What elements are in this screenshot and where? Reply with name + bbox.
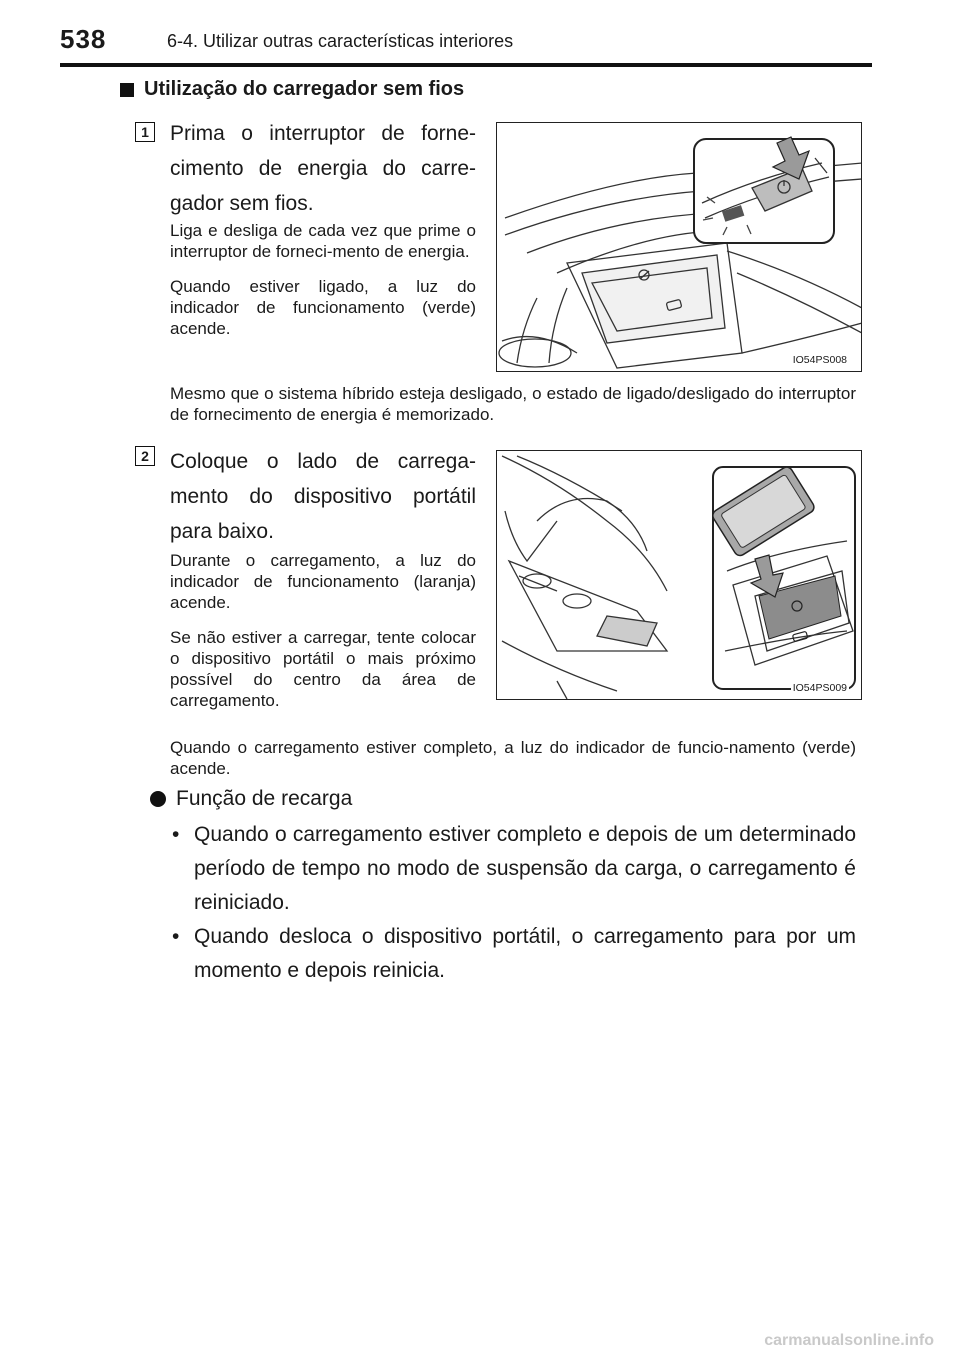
step-1-badge: 1 (135, 122, 155, 142)
recharge-heading-text: Função de recarga (176, 787, 353, 810)
square-bullet-icon (120, 83, 134, 97)
figure-charger-switch (496, 122, 862, 372)
step-2-badge: 2 (135, 446, 155, 466)
step-2-notes (170, 550, 476, 711)
step-1-note-1: Liga e desliga de cada vez que prime o interruptor de forneci-mento de energia. (170, 221, 476, 261)
step-1-instruction: Prima o interruptor de forne-cimento de energia do carre-gador sem fios. (170, 122, 476, 215)
section-title (120, 78, 464, 101)
figure-2-id: IO54PS009 (792, 682, 847, 694)
watermark: carmanualsonline.info (764, 1332, 934, 1349)
header-rule (60, 63, 872, 67)
console-switch-illustration (497, 123, 862, 372)
recharge-item-2-bullet: • (172, 925, 180, 948)
recharge-item-1-bullet: • (172, 823, 180, 846)
page-number: 538 (60, 24, 107, 54)
chapter-title: 6-4. Utilizar outras características interiores (167, 31, 514, 51)
step-1-note-2: Quando estiver ligado, a luz do indicador de funcionamento (verde) acende. (170, 277, 476, 338)
step-2-note-2: Se não estiver a carregar, tente colocar o dispositivo portátil o mais próximo possível do centro da área de carregamento. (170, 628, 476, 710)
step-2-instruction: Coloque o lado de carrega-mento do dispositivo portátil para baixo. (170, 450, 476, 543)
recharge-item-2-text: Quando desloca o dispositivo portátil, o carregamento para por um momento e depois reinicia. (194, 925, 856, 982)
recharge-heading (150, 787, 352, 811)
console-phone-illustration (497, 451, 862, 700)
recharge-item-2 (172, 920, 856, 988)
section-title-text: Utilização do carregador sem fios (144, 78, 465, 100)
recharge-item-1 (172, 818, 856, 920)
round-bullet-icon (150, 791, 166, 807)
recharge-item-1-text: Quando o carregamento estiver completo e depois de um determinado período de tempo no modo de suspensão da carga, o carregamento é reiniciado. (194, 823, 856, 914)
figure-device-placement (496, 450, 862, 700)
figure-1-id: IO54PS008 (792, 354, 847, 366)
step-1-full-note: Mesmo que o sistema híbrido esteja desligado, o estado de ligado/desligado do interruptor de fornecimento de energia é memorizado. (170, 384, 856, 424)
step-2-full-note: Quando o carregamento estiver completo, a luz do indicador de funcio-namento (verde) acende. (170, 738, 856, 778)
step-1-notes (170, 220, 476, 339)
step-2-note-1: Durante o carregamento, a luz do indicador de funcionamento (laranja) acende. (170, 551, 476, 612)
